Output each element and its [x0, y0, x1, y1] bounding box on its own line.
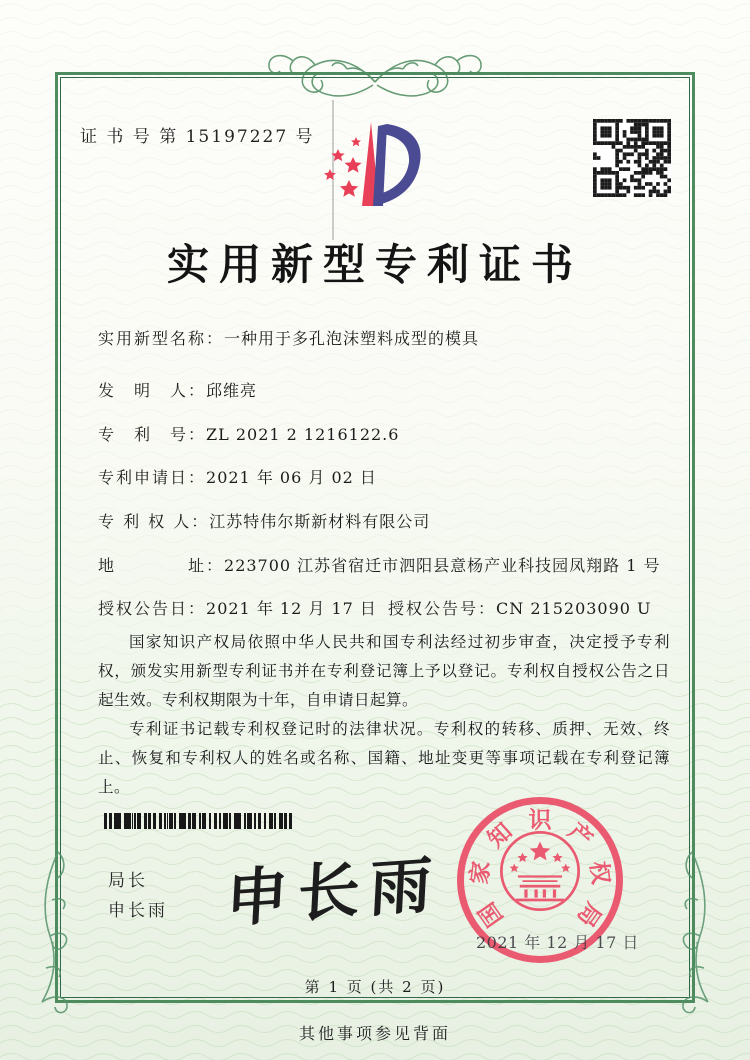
field-row-inventor	[98, 378, 673, 401]
field-value: 223700 江苏省宿迁市泗阳县意杨产业科技园凤翔路 1 号	[224, 556, 661, 575]
seal-char: 知	[482, 817, 518, 854]
field-label: 实用新型名称：	[98, 329, 225, 348]
director-title: 局长	[108, 871, 148, 891]
barcode	[104, 813, 292, 829]
field-row-filing-date	[98, 465, 673, 488]
certificate-number: 证 书 号 第 15197227 号	[80, 127, 315, 147]
seal-char: 国	[473, 897, 509, 932]
national-emblem-icon	[494, 825, 586, 917]
field-value: 邱维亮	[206, 381, 258, 400]
seal-char: 局	[571, 897, 607, 932]
field-label: 专 利 号：	[98, 425, 207, 444]
legal-paragraph: 专利证书记载专利权登记时的法律状况。专利权的转移、质押、无效、终止、恢复和专利权人的姓名或名称、国籍、地址变更等事项记载在专利登记簿上。	[98, 720, 670, 796]
field-label: 地 址：	[98, 556, 225, 575]
field-value: 一种用于多孔泡沫塑料成型的模具	[224, 329, 480, 348]
field-value: ZL 2021 2 1216122.6	[206, 425, 400, 444]
back-note: 其他事项参见背面	[298, 1024, 451, 1043]
qr-code	[593, 119, 671, 197]
field-label: 专 利 权 人：	[98, 512, 210, 531]
field-row-patent-number	[98, 422, 673, 445]
field-label: 发 明 人：	[98, 381, 207, 400]
seal-char: 权	[584, 859, 615, 886]
seal-date: 2021 年 12 月 17 日	[476, 933, 639, 952]
grant-date: 授权公告日：2021 年 12 月 17 日	[98, 599, 377, 618]
seal-char: 识	[528, 806, 552, 834]
field-value: 2021 年 06 月 02 日	[206, 468, 377, 487]
field-row-patentee	[98, 509, 673, 532]
field-value: 江苏特伟尔斯新材料有限公司	[209, 512, 431, 531]
legal-paragraph: 国家知识产权局依照中华人民共和国专利法经过初步审查，决定授予专利权，颁发实用新型专利证书并在专利登记簿上予以登记。专利权自授权公告之日起生效。专利权期限为十年，自申请日起算。	[98, 633, 670, 709]
field-row-address	[98, 553, 673, 576]
field-row-name	[98, 326, 673, 349]
field-row-grant	[98, 596, 673, 619]
seal-char: 产	[562, 817, 598, 854]
field-label: 专利申请日：	[98, 468, 207, 487]
cnipa-logo-icon	[315, 96, 465, 246]
director-name: 申长雨	[108, 901, 168, 921]
grant-number: 授权公告号：CN 215203090 U	[388, 599, 652, 618]
page-number: 第 1 页 (共 2 页)	[304, 978, 446, 996]
official-seal	[457, 797, 639, 963]
certificate-title: 实用新型专利证书	[166, 240, 583, 289]
director-signature: 申长雨	[224, 847, 444, 936]
seal-char: 家	[465, 859, 496, 886]
